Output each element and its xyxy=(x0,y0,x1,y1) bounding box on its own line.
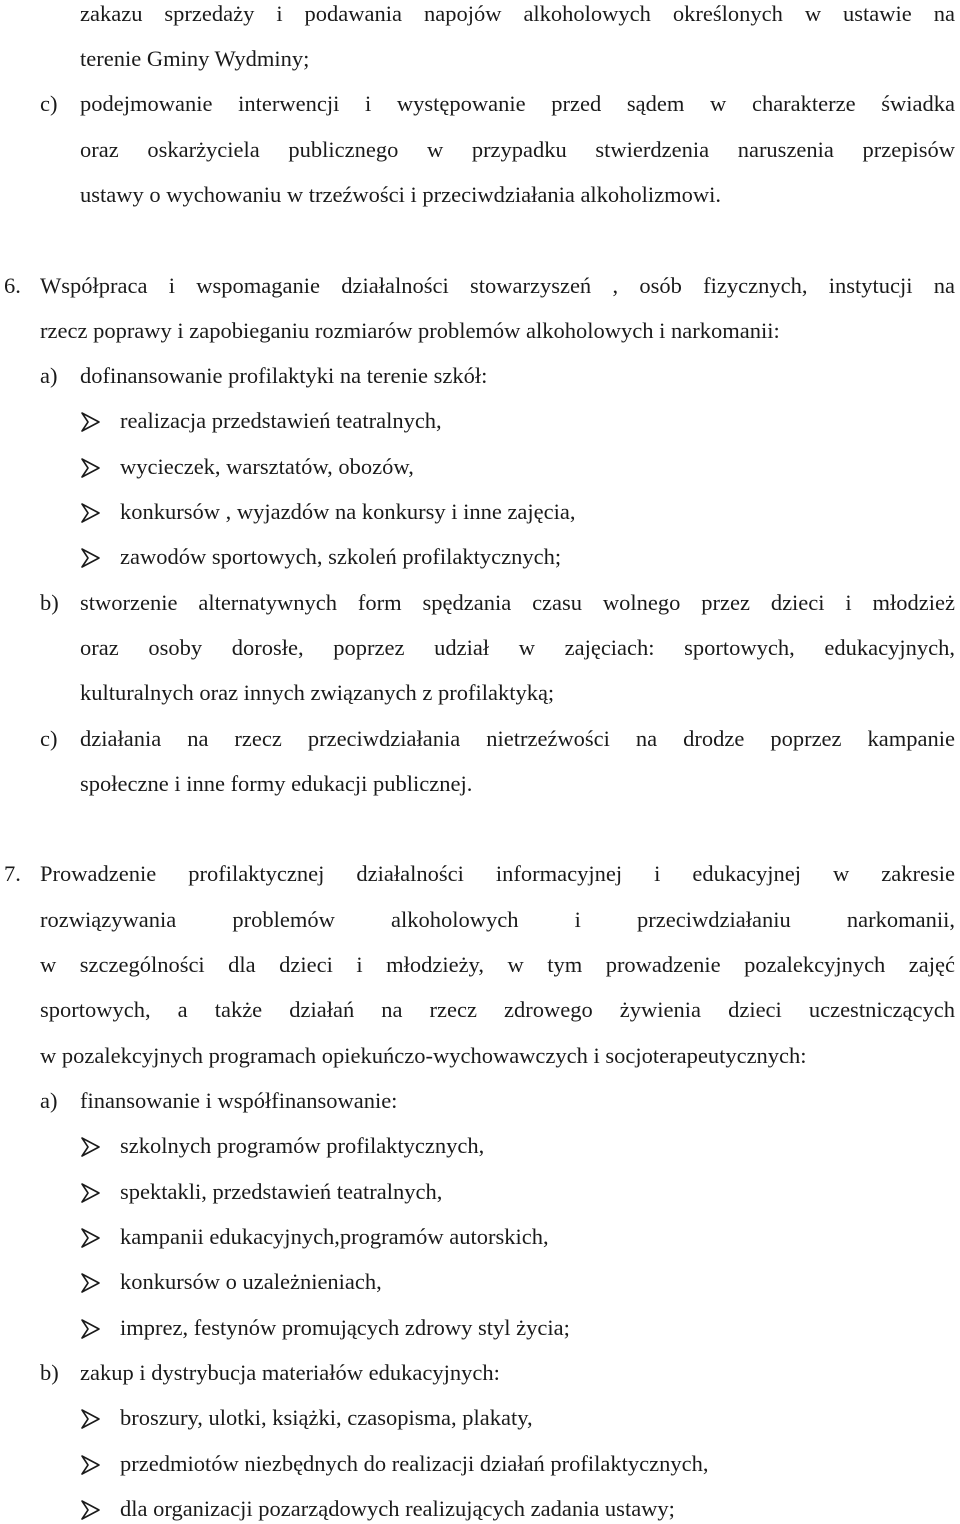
bullet-item: zawodów sportowych, szkoleń profilaktycznych; xyxy=(120,544,562,569)
list-label: c) xyxy=(40,726,58,751)
list-label: c) xyxy=(40,91,58,116)
arrowhead-bullet-icon xyxy=(78,456,104,480)
arrowhead-bullet-icon xyxy=(78,1498,104,1522)
text-line: rzecz poprawy i zapobieganiu rozmiarów problemów alkoholowych i narkomanii: xyxy=(40,318,780,343)
arrowhead-bullet-icon xyxy=(78,1407,104,1431)
arrowhead-bullet-icon xyxy=(78,410,104,434)
text-line: oraz osoby dorosłe, poprzez udział w zajęciach: sportowych, edukacyjnych, xyxy=(80,635,955,660)
arrowhead-bullet-icon xyxy=(78,1317,104,1341)
section-number: 7. xyxy=(4,861,21,886)
bullet-item: kampanii edukacyjnych,programów autorskich, xyxy=(120,1224,549,1249)
arrowhead-bullet-icon xyxy=(78,1135,104,1159)
text-line: społeczne i inne formy edukacji publicznej. xyxy=(80,771,473,796)
text-line: dofinansowanie profilaktyki na terenie szkół: xyxy=(80,363,488,388)
list-label: b) xyxy=(40,590,59,615)
bullet-item: broszury, ulotki, książki, czasopisma, plakaty, xyxy=(120,1405,533,1430)
bullet-item: spektakli, przedstawień teatralnych, xyxy=(120,1179,443,1204)
text-line: zakup i dystrybucja materiałów edukacyjnych: xyxy=(80,1360,500,1385)
text-line: zakazu sprzedaży i podawania napojów alkoholowych określonych w ustawie na xyxy=(80,1,955,26)
bullet-item: przedmiotów niezbędnych do realizacji działań profilaktycznych, xyxy=(120,1451,709,1476)
text-line: oraz oskarżyciela publicznego w przypadku stwierdzenia naruszenia przepisów xyxy=(80,137,955,162)
arrowhead-bullet-icon xyxy=(78,501,104,525)
bullet-item: konkursów , wyjazdów na konkursy i inne zajęcia, xyxy=(120,499,576,524)
arrowhead-bullet-icon xyxy=(78,1453,104,1477)
text-line: kulturalnych oraz innych związanych z profilaktyką; xyxy=(80,680,555,705)
text-line: finansowanie i współfinansowanie: xyxy=(80,1088,398,1113)
bullet-item: konkursów o uzależnieniach, xyxy=(120,1269,382,1294)
bullet-item: dla organizacji pozarządowych realizujących zadania ustawy; xyxy=(120,1496,675,1521)
text-line: Współpraca i wspomaganie działalności stowarzyszeń , osób fizycznych, instytucji na xyxy=(40,273,955,298)
bullet-item: realizacja przedstawień teatralnych, xyxy=(120,408,442,433)
text-line: podejmowanie interwencji i występowanie przed sądem w charakterze świadka xyxy=(80,91,955,116)
bullet-item: szkolnych programów profilaktycznych, xyxy=(120,1133,485,1158)
bullet-item: imprez, festynów promujących zdrowy styl życia; xyxy=(120,1315,570,1340)
text-line: Prowadzenie profilaktycznej działalności informacyjnej i edukacyjnej w zakresie xyxy=(40,861,955,886)
text-line: ustawy o wychowaniu w trzeźwości i przeciwdziałania alkoholizmowi. xyxy=(80,182,722,207)
arrowhead-bullet-icon xyxy=(78,1271,104,1295)
arrowhead-bullet-icon xyxy=(78,1181,104,1205)
text-line: w pozalekcyjnych programach opiekuńczo-wychowawczych i socjoterapeutycznych: xyxy=(40,1043,807,1068)
bullet-item: wycieczek, warsztatów, obozów, xyxy=(120,454,414,479)
list-label: a) xyxy=(40,1088,58,1113)
arrowhead-bullet-icon xyxy=(78,546,104,570)
text-line: w szczególności dla dzieci i młodzieży, w tym prowadzenie pozalekcyjnych zajęć xyxy=(40,952,955,977)
text-line: stworzenie alternatywnych form spędzania czasu wolnego przez dzieci i młodzież xyxy=(80,590,955,615)
text-line: rozwiązywania problemów alkoholowych i przeciwdziałaniu narkomanii, xyxy=(40,907,955,932)
text-line: działania na rzecz przeciwdziałania nietrzeźwości na drodze poprzez kampanie xyxy=(80,726,955,751)
list-label: a) xyxy=(40,363,58,388)
arrowhead-bullet-icon xyxy=(78,1226,104,1250)
text-line: sportowych, a także działań na rzecz zdrowego żywienia dzieci uczestniczących xyxy=(40,997,955,1022)
text-line: terenie Gminy Wydminy; xyxy=(80,46,310,71)
list-label: b) xyxy=(40,1360,59,1385)
section-number: 6. xyxy=(4,273,21,298)
